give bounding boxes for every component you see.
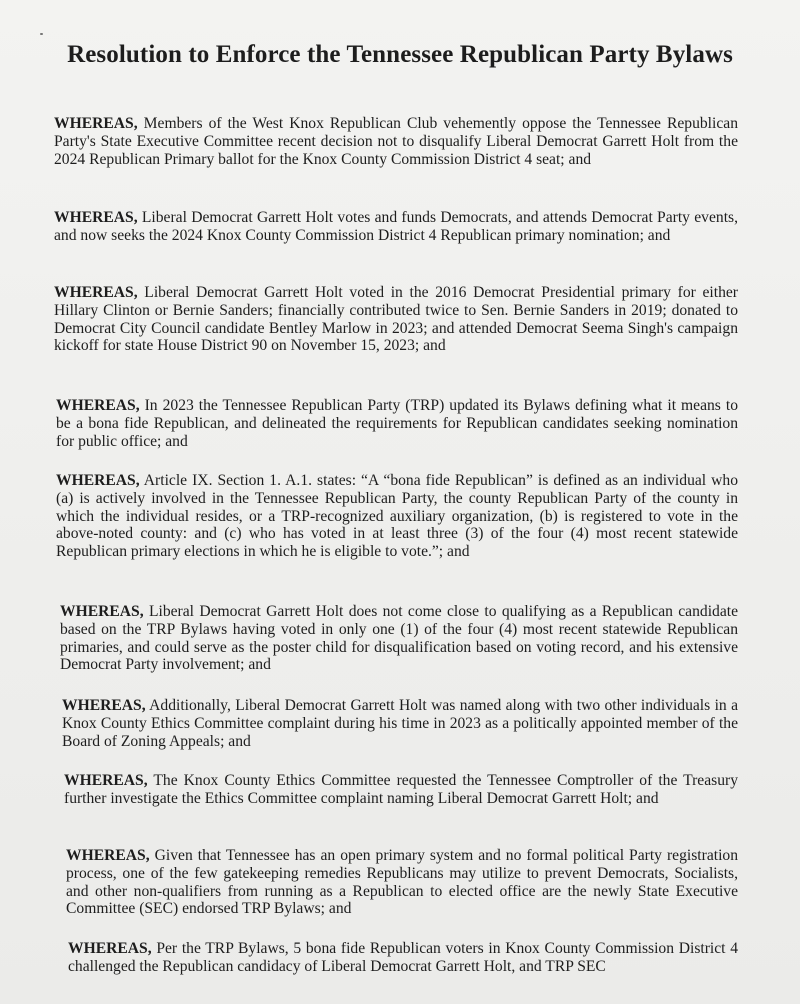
whereas-paragraph-5	[56, 472, 738, 561]
paragraph-text: Given that Tennessee has an open primary system and no formal political Party registration process, one of the few gatekeeping remedies Republicans may utilize to prevent Democrats, Socialists, and other non-qualifiers from running as a Republican to elected office are the newly State Executive Committee (SEC) endorsed TRP Bylaws; and	[66, 847, 738, 918]
whereas-label: WHEREAS,	[54, 284, 138, 301]
whereas-paragraph-3	[54, 284, 738, 355]
whereas-label: WHEREAS,	[64, 772, 148, 789]
whereas-paragraph-4	[56, 397, 738, 450]
paragraph-text: In 2023 the Tennessee Republican Party (TRP) updated its Bylaws defining what it means to be a bona fide Republican, and delineated the requirements for Republican candidates seeking nomination for public office; and	[56, 397, 738, 450]
resolution-title: Resolution to Enforce the Tennessee Republican Party Bylaws	[67, 41, 733, 68]
whereas-paragraph-1	[54, 115, 738, 168]
whereas-paragraph-10	[68, 940, 738, 976]
whereas-label: WHEREAS,	[60, 603, 144, 620]
whereas-paragraph-6	[60, 603, 738, 674]
paragraph-text: Members of the West Knox Republican Club vehemently oppose the Tennessee Republican Party's State Executive Committee recent decision not to disqualify Liberal Democrat Garrett Holt from the 2024 Republican Primary ballot for the Knox County Commission District 4 seat; and	[54, 115, 738, 168]
whereas-label: WHEREAS,	[54, 115, 138, 132]
paragraph-text: Liberal Democrat Garrett Holt votes and funds Democrats, and attends Democrat Party events, and now seeks the 2024 Knox County Commission District 4 Republican primary nomination; and	[54, 209, 738, 244]
whereas-label: WHEREAS,	[66, 847, 150, 864]
whereas-label: WHEREAS,	[54, 209, 138, 226]
whereas-paragraph-9	[66, 847, 738, 918]
paragraph-text: Article IX. Section 1. A.1. states: “A “bona fide Republican” is defined as an individual who (a) is actively involved in the Tennessee Republican Party, the county Republican Party of the county in which the individual resides, or a TRP-recognized auxiliary organization, (b) is registered to vote in the above-noted county: and (c) who has voted in at least three (3) of the four (4) most recent statewide Republican primary elections in which he is eligible to vote.”; and	[56, 472, 738, 561]
paragraph-text: Additionally, Liberal Democrat Garrett Holt was named along with two other individuals in a Knox County Ethics Committee complaint during his time in 2023 as a politically appointed member of the Board of Zoning Appeals; and	[62, 697, 738, 750]
whereas-label: WHEREAS,	[56, 397, 140, 414]
whereas-paragraph-2	[54, 209, 738, 245]
whereas-label: WHEREAS,	[62, 697, 146, 714]
paragraph-text: Liberal Democrat Garrett Holt voted in the 2016 Democrat Presidential primary for either Hillary Clinton or Bernie Sanders; financially contributed twice to Sen. Bernie Sanders in 2019; donated to Democrat City Council candidate Bentley Marlow in 2023; and attended Democrat Seema Singh's campaign kickoff for state House District 90 on November 15, 2023; and	[54, 284, 738, 355]
paper-speck	[40, 33, 43, 35]
paragraph-text: Per the TRP Bylaws, 5 bona fide Republican voters in Knox County Commission District 4 challenged the Republican candidacy of Liberal Democrat Garrett Holt, and TRP SEC	[68, 940, 738, 975]
whereas-paragraph-7	[62, 697, 738, 750]
whereas-paragraph-8	[64, 772, 738, 808]
whereas-label: WHEREAS,	[68, 940, 152, 957]
paragraph-text: Liberal Democrat Garrett Holt does not come close to qualifying as a Republican candidate based on the TRP Bylaws having voted in only one (1) of the four (4) most recent statewide Republican primaries, and could serve as the poster child for disqualification based on voting record, and his extensive Democrat Party involvement; and	[60, 603, 738, 674]
whereas-label: WHEREAS,	[56, 472, 140, 489]
paragraph-text: The Knox County Ethics Committee requested the Tennessee Comptroller of the Treasury further investigate the Ethics Committee complaint naming Liberal Democrat Garrett Holt; and	[64, 772, 738, 807]
